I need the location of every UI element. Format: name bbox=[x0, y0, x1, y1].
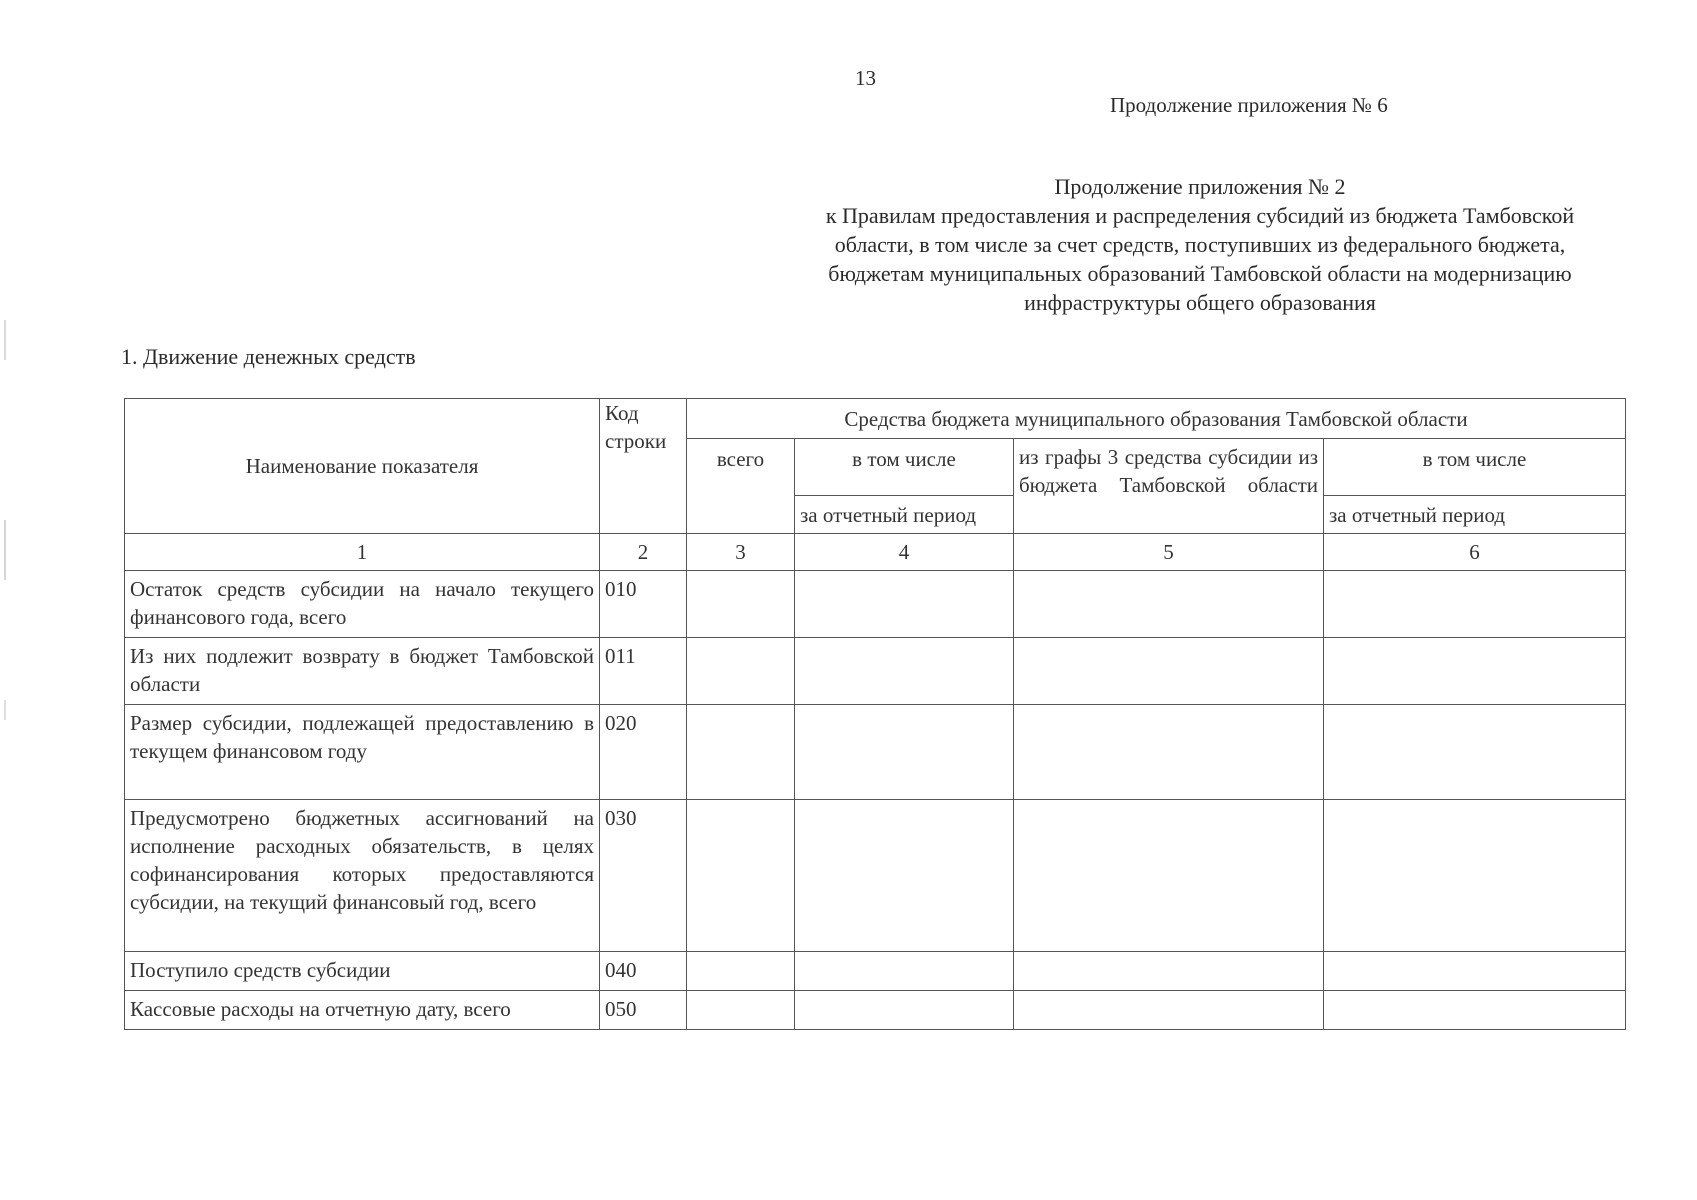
continuation-appendix-6: Продолжение приложения № 6 bbox=[1110, 93, 1388, 117]
cell-reporting-period bbox=[795, 991, 1014, 1030]
table-row bbox=[125, 952, 1626, 991]
cell-subsidy-reporting-period bbox=[1324, 638, 1626, 705]
cell-subsidy-reporting-period bbox=[1324, 952, 1626, 991]
table-row bbox=[125, 991, 1626, 1030]
row-code: 040 bbox=[600, 952, 687, 991]
cell-total bbox=[687, 638, 795, 705]
table-row bbox=[125, 800, 1626, 952]
row-code: 050 bbox=[600, 991, 687, 1030]
header-including-6: в том числе bbox=[1324, 439, 1626, 496]
cell-reporting-period bbox=[795, 952, 1014, 991]
header-line-code: Код строки bbox=[600, 399, 687, 534]
header-subsidy-from-col3: из графы 3 средства субсидии из бюджета Тамбовской области bbox=[1014, 439, 1324, 534]
scan-artifact bbox=[4, 520, 6, 580]
scan-artifact bbox=[4, 320, 6, 360]
cell-subsidy-reporting-period bbox=[1324, 991, 1626, 1030]
cell-total bbox=[687, 991, 795, 1030]
appendix-2-reference bbox=[770, 172, 1630, 317]
cell-reporting-period bbox=[795, 571, 1014, 638]
header-reporting-period-6: за отчетный период bbox=[1324, 496, 1626, 534]
cell-total bbox=[687, 952, 795, 991]
cell-subsidy bbox=[1014, 800, 1324, 952]
header-row-1 bbox=[125, 399, 1626, 439]
cell-subsidy bbox=[1014, 952, 1324, 991]
column-number: 4 bbox=[795, 534, 1014, 571]
scan-artifact bbox=[4, 700, 6, 720]
column-number: 2 bbox=[600, 534, 687, 571]
row-code: 010 bbox=[600, 571, 687, 638]
column-number-row bbox=[125, 534, 1626, 571]
cell-reporting-period bbox=[795, 638, 1014, 705]
row-indicator-name: Из них подлежит возврату в бюджет Тамбовской области bbox=[125, 638, 600, 705]
row-code: 020 bbox=[600, 705, 687, 800]
column-number: 1 bbox=[125, 534, 600, 571]
page-number: 13 bbox=[855, 66, 876, 90]
table-row bbox=[125, 571, 1626, 638]
appendix-line-1: Продолжение приложения № 2 bbox=[1054, 174, 1346, 199]
column-number: 3 bbox=[687, 534, 795, 571]
cell-subsidy-reporting-period bbox=[1324, 571, 1626, 638]
cell-total bbox=[687, 800, 795, 952]
row-indicator-name: Размер субсидии, подлежащей предоставлению в текущем финансовом году bbox=[125, 705, 600, 800]
header-reporting-period-4: за отчетный период bbox=[795, 496, 1014, 534]
header-budget-funds: Средства бюджета муниципального образования Тамбовской области bbox=[687, 399, 1626, 439]
appendix-line-3: области, в том числе за счет средств, поступивших из федерального бюджета, bbox=[834, 232, 1566, 257]
header-indicator-name: Наименование показателя bbox=[125, 399, 600, 534]
appendix-line-4: бюджетам муниципальных образований Тамбовской области на модернизацию bbox=[828, 261, 1572, 286]
header-including-4: в том числе bbox=[795, 439, 1014, 496]
cell-subsidy bbox=[1014, 991, 1324, 1030]
cell-subsidy bbox=[1014, 638, 1324, 705]
cell-reporting-period bbox=[795, 705, 1014, 800]
column-number: 5 bbox=[1014, 534, 1324, 571]
row-indicator-name: Кассовые расходы на отчетную дату, всего bbox=[125, 991, 600, 1030]
cash-flow-table bbox=[124, 398, 1626, 1030]
row-code: 011 bbox=[600, 638, 687, 705]
cell-total bbox=[687, 705, 795, 800]
row-indicator-name: Предусмотрено бюджетных ассигнований на исполнение расходных обязательств, в целях софинансирования которых предоставляются субсидии, на текущий финансовый год, всего bbox=[125, 800, 600, 952]
header-total: всего bbox=[687, 439, 795, 534]
row-indicator-name: Остаток средств субсидии на начало текущего финансового года, всего bbox=[125, 571, 600, 638]
cell-total bbox=[687, 571, 795, 638]
row-code: 030 bbox=[600, 800, 687, 952]
cell-reporting-period bbox=[795, 800, 1014, 952]
cell-subsidy-reporting-period bbox=[1324, 800, 1626, 952]
table-row bbox=[125, 705, 1626, 800]
appendix-line-2: к Правилам предоставления и распределения субсидий из бюджета Тамбовской bbox=[825, 203, 1575, 228]
cell-subsidy bbox=[1014, 571, 1324, 638]
appendix-line-5: инфраструктуры общего образования bbox=[1024, 290, 1376, 315]
table-row bbox=[125, 638, 1626, 705]
cell-subsidy bbox=[1014, 705, 1324, 800]
column-number: 6 bbox=[1324, 534, 1626, 571]
cell-subsidy-reporting-period bbox=[1324, 705, 1626, 800]
row-indicator-name: Поступило средств субсидии bbox=[125, 952, 600, 991]
section-title: 1. Движение денежных средств bbox=[121, 344, 416, 369]
